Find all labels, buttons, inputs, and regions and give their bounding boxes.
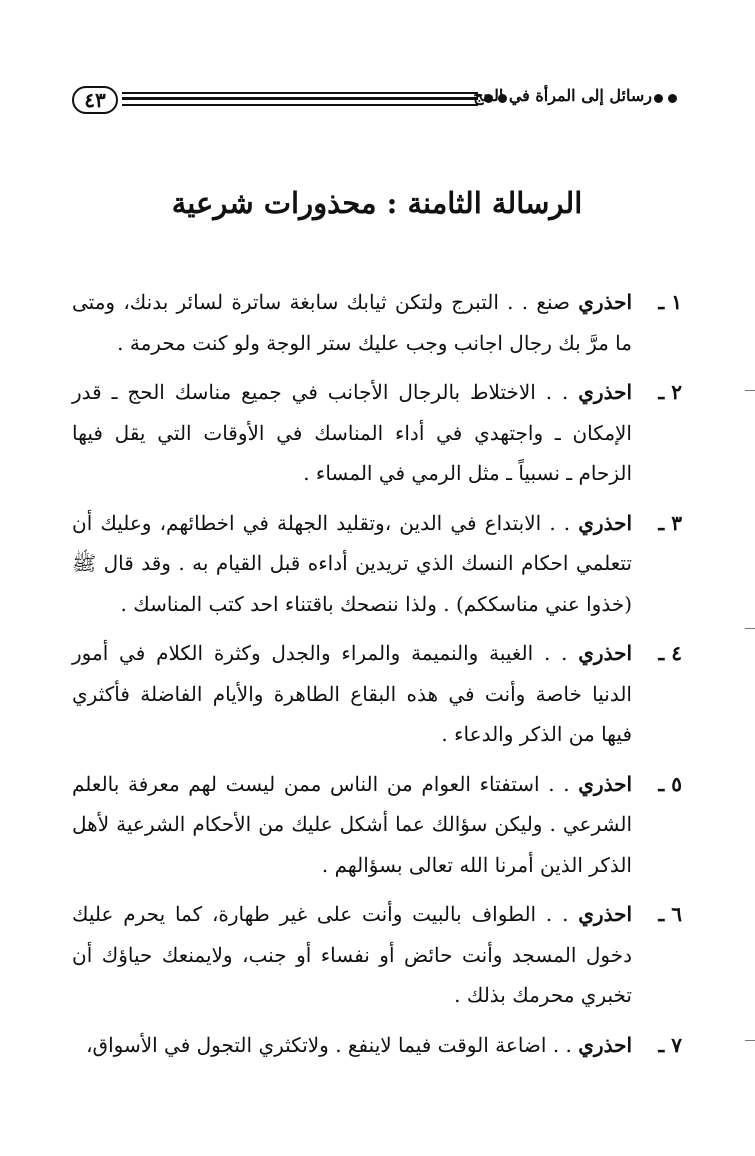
chapter-title: الرسالة الثامنة : محذورات شرعية (171, 186, 583, 220)
item-number: ٣ ـ (658, 510, 682, 535)
item-body: . . استفتاء العوام من الناس ممن ليست لهم معرفة بالعلم الشرعي . وليكن سؤالك عما أشكل عليك من الأحكام الشرعية لأهل الذكر الذين أمرنا الله تعالى بسؤالهم . (72, 771, 632, 877)
list-item (72, 894, 682, 1016)
item-lead-word: احذري (578, 902, 632, 926)
item-number: ٤ ـ (658, 641, 682, 665)
item-body: صنع . . التبرج ولتكن ثيابك سابغة ساترة لسائر بدنك، ومتى ما مرَّ بك رجال اجانب وجب عليك ستر الوجة ولو كنت محرمة . (72, 290, 632, 355)
list-item (72, 764, 682, 886)
item-text (72, 633, 632, 755)
list-item (72, 372, 682, 494)
item-lead-word: احذري (578, 771, 632, 796)
header-rule (122, 92, 478, 108)
item-number: ٥ ـ (658, 771, 682, 796)
item-number: ١ ـ (658, 290, 682, 314)
item-lead-word: احذري (578, 290, 632, 314)
running-header (72, 84, 682, 120)
scan-edge-mark (745, 1040, 755, 1041)
list-item (72, 503, 682, 625)
item-lead-word: احذري (578, 510, 632, 535)
item-text (72, 764, 632, 886)
item-number: ٦ ـ (658, 902, 682, 926)
item-body: . . اضاعة الوقت فيما لاينفع . ولاتكثري التجول في الأسواق، (86, 1032, 579, 1057)
item-lead-word: احذري (578, 380, 632, 404)
item-lead-word: احذري (578, 1032, 632, 1057)
item-text (72, 372, 632, 494)
item-body: . . الطواف بالبيت وأنت على غير طهارة، كما يحرم عليك دخول المسجد وأنت حائض أو نفساء أو جنب، ولايمنعك حياؤك أن تخبري محرمك بذلك . (72, 902, 632, 1007)
list-item (72, 282, 682, 363)
running-title: رسائل إلى المرأة في الحج (473, 86, 652, 105)
header-ornament-dots-right (654, 94, 677, 103)
scan-edge-mark (745, 390, 755, 391)
item-number: ٧ ـ (658, 1032, 682, 1057)
item-number: ٢ ـ (658, 380, 682, 404)
scan-edge-mark (745, 628, 755, 629)
item-text (72, 894, 632, 1016)
item-text (72, 1025, 632, 1066)
item-body: . . الابتداع في الدين ،وتقليد الجهلة في اخطائهم، وعليك أن تتعلمي احكام النسك الذي تريدين أداءه قبل القيام به . وقد قال ﷺ (خذوا عني مناسككم) . ولذا ننصحك باقتناء احد كتب المناسك . (72, 510, 632, 616)
item-body: . . الاختلاط بالرجال الأجانب في جميع مناسك الحج ـ قدر الإمكان ـ واجتهدي في أداء المناسك في الأوقات التي يقل فيها الزحام ـ نسبياً ـ مثل الرمي في المساء . (72, 380, 632, 485)
page-number: ٤٣ (72, 86, 118, 114)
item-lead-word: احذري (578, 641, 632, 665)
item-body: . . الغيبة والنميمة والمراء والجدل وكثرة الكلام في أمور الدنيا خاصة وأنت في هذه البقاع الطاهرة والأيام الفاضلة فأكثري فيها من الذكر والدعاء . (72, 641, 632, 746)
item-text (72, 282, 632, 363)
item-list (72, 282, 682, 1065)
list-item (72, 633, 682, 755)
item-text (72, 503, 632, 625)
list-item (72, 1025, 682, 1066)
